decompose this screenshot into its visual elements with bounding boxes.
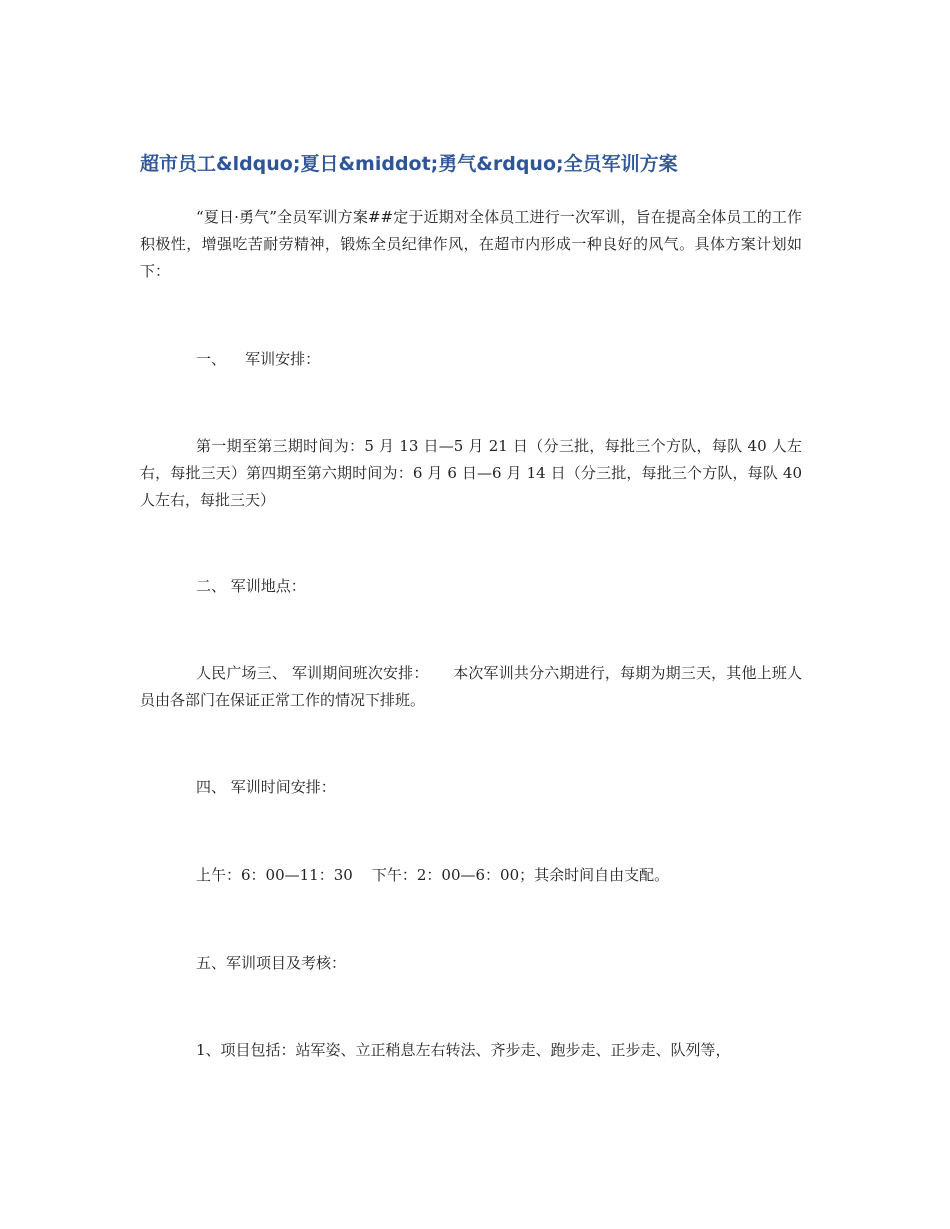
section5-item1: 1、项目包括：站军姿、立正稍息左右转法、齐步走、跑步走、正步走、队列等， (196, 1041, 731, 1059)
section1-heading: 一、 军训安排： (196, 350, 321, 368)
section1-body: 第一期至第三期时间为：5 月 13 日—5 月 21 日（分三批，每批三个方队，每队 40 人左右，每批三天）第四期至第六期时间为：6 月 6 日—6 月 14 日（分三批，每批三个方队，每队 40 人左右，每批三天） (140, 437, 802, 509)
section4-body: 上午：6：00—11：30 下午：2：00—6：00；其余时间自由支配。 (196, 866, 670, 884)
section2-body: 人民广场三、 军训期间班次安排： 本次军训共分六期进行，每期为期三天，其他上班人员由各部门在保证正常工作的情况下排班。 (140, 664, 802, 709)
section4-heading: 四、 军训时间安排： (196, 778, 336, 796)
intro-paragraph: “夏日·勇气”全员军训方案##定于近期对全体员工进行一次军训，旨在提高全体员工的工作积极性，增强吃苦耐劳精神，锻炼全员纪律作风，在超市内形成一种良好的风气。具体方案计划如下： (140, 208, 802, 280)
section2-heading: 二、 军训地点： (196, 577, 306, 595)
section5-heading: 五、军训项目及考核： (196, 954, 347, 972)
document-title: 超市员工&ldquo;夏日&middot;勇气&rdquo;全员军训方案 (140, 153, 678, 175)
